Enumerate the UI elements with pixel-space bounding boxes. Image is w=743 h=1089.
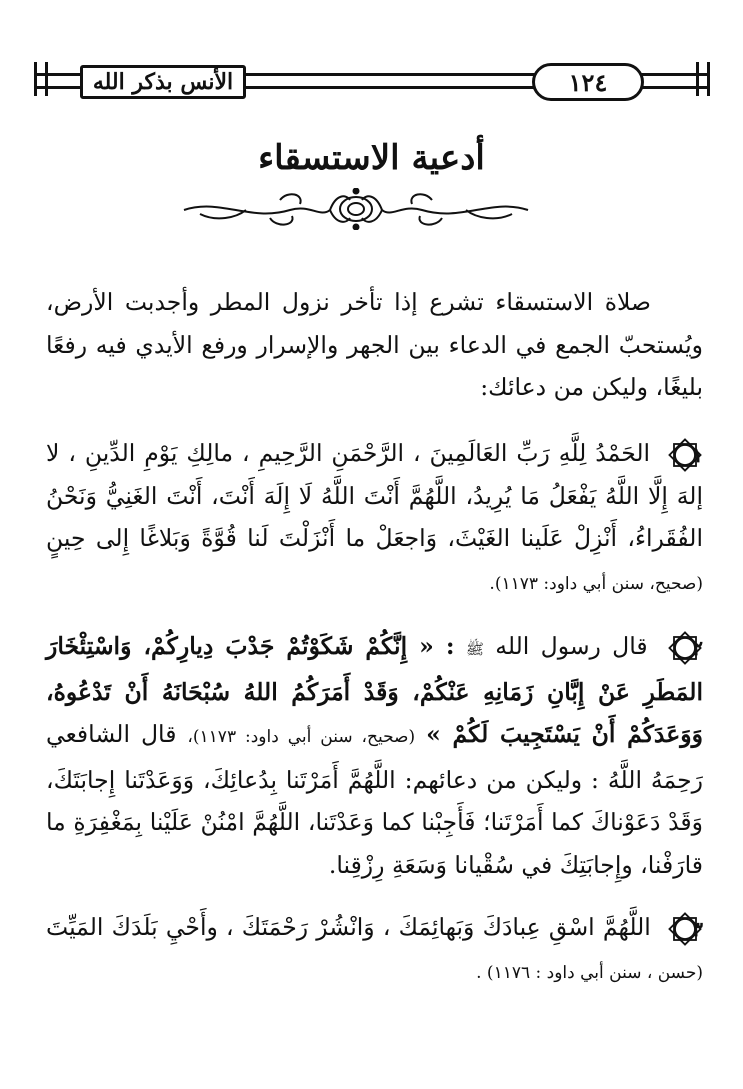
hadith-quote: : « إِنَّكُمْ شَكَوْتُمْ جَدْبَ دِيارِكُمْ، وَاسْتِئْخَارَ المَطَرِ عَنْ إِبَّانِ زَمَانِهِ عَنْكُمْ، وَقَدْ أَمَرَكُمُ اللهُ سُبْحَانَهُ أَنْ تَدْعُوهُ، وَوَعَدَكُمْ أَنْ يَسْتَجِيبَ لَكُمْ »: [46, 632, 703, 748]
duaa-text: الحَمْدُ لِلَّهِ رَبِّ العَالَمِينَ ، الرَّحْمَنِ الرَّحِيمِ ، مالِكِ يَوْمِ الدِّينِ ، لا إلهَ إِلَّا اللَّهُ يَفْعَلُ مَا يُرِيدُ، اللَّهُمَّ أَنْتَ اللَّهُ لَا إِلَهَ أَنْتَ، أَنْتَ الغَنِيُّ وَنَحْنُ الفُقَراءُ، أَنْزِلْ عَلَينا الغَيْثَ، وَاجعَلْ ما أَنْزَلْتَ لَنا قُوَّةً وَبَلاغًا إِلى حِينٍ: [46, 439, 703, 552]
number-medallion-2: [667, 630, 703, 666]
header-end-cap-left: [34, 62, 48, 96]
duaa-item-2: [46, 625, 703, 886]
duaa-item-1: [46, 432, 703, 605]
book-title: الأنس بذكر الله: [80, 65, 246, 99]
duaa-list: [46, 432, 703, 1014]
number-label: ٣: [692, 916, 703, 941]
intro-paragraph: [46, 281, 703, 409]
hadith-reference: (حسن ، سنن أبي داود : ١١٧٦) .: [476, 962, 703, 983]
decorative-ornament: [180, 188, 532, 230]
hadith-reference: (صحيح، سنن أبي داود: ١١٧٣).: [489, 573, 703, 594]
number-medallion-3: [667, 911, 703, 947]
number-label: ١: [692, 442, 703, 467]
duaa-lead: قال رسول الله: [495, 632, 648, 660]
page-number: ١٢٤: [532, 63, 644, 101]
salutation-glyph: ﷺ: [465, 640, 484, 658]
hadith-reference: (صحيح، سنن أبي داود: ١١٧٣)،: [187, 727, 416, 747]
duaa-continuation: قال الشافعي رَحِمَهُ اللَّهُ : وليكن من دعائهم: اللَّهُمَّ أَمَرْتَنا بِدُعائِكَ، وَوَعَدْتَنا إِجابَتَكَ، وَقَدْ دَعَوْناكَ كما أَمَرْتَنا؛ فَأَجِبْنا كما وَعَدْتَنا، اللَّهُمَّ امْنُنْ عَلَيْنا بِمَغْفِرَةِ ما قارَفْنا، وإِجابَتِكَ في سُقْيانا وَسَعَةِ رِزْقِنا.: [46, 720, 703, 879]
section-title: أدعية الاستسقاء: [258, 138, 485, 178]
number-label: ٢: [692, 635, 703, 660]
intro-text: صلاة الاستسقاء تشرع إذا تأخر نزول المطر وأجدبت الأرض، ويُستحبّ الجمع في الدعاء بين الجهر والإسرار ورفع الأيدي فيه رفعًا بليغًا، وليكن من دعائك:: [46, 288, 703, 401]
number-medallion-1: [667, 437, 703, 473]
duaa-text: اللَّهُمَّ اسْقِ عِبادَكَ وَبَهائِمَكَ ، وَانْشُرْ رَحْمَتَكَ ، وأَحْيِ بَلَدَكَ المَيِّتَ: [46, 913, 651, 941]
duaa-item-3: [46, 906, 703, 994]
header-end-cap-right: [696, 62, 710, 96]
